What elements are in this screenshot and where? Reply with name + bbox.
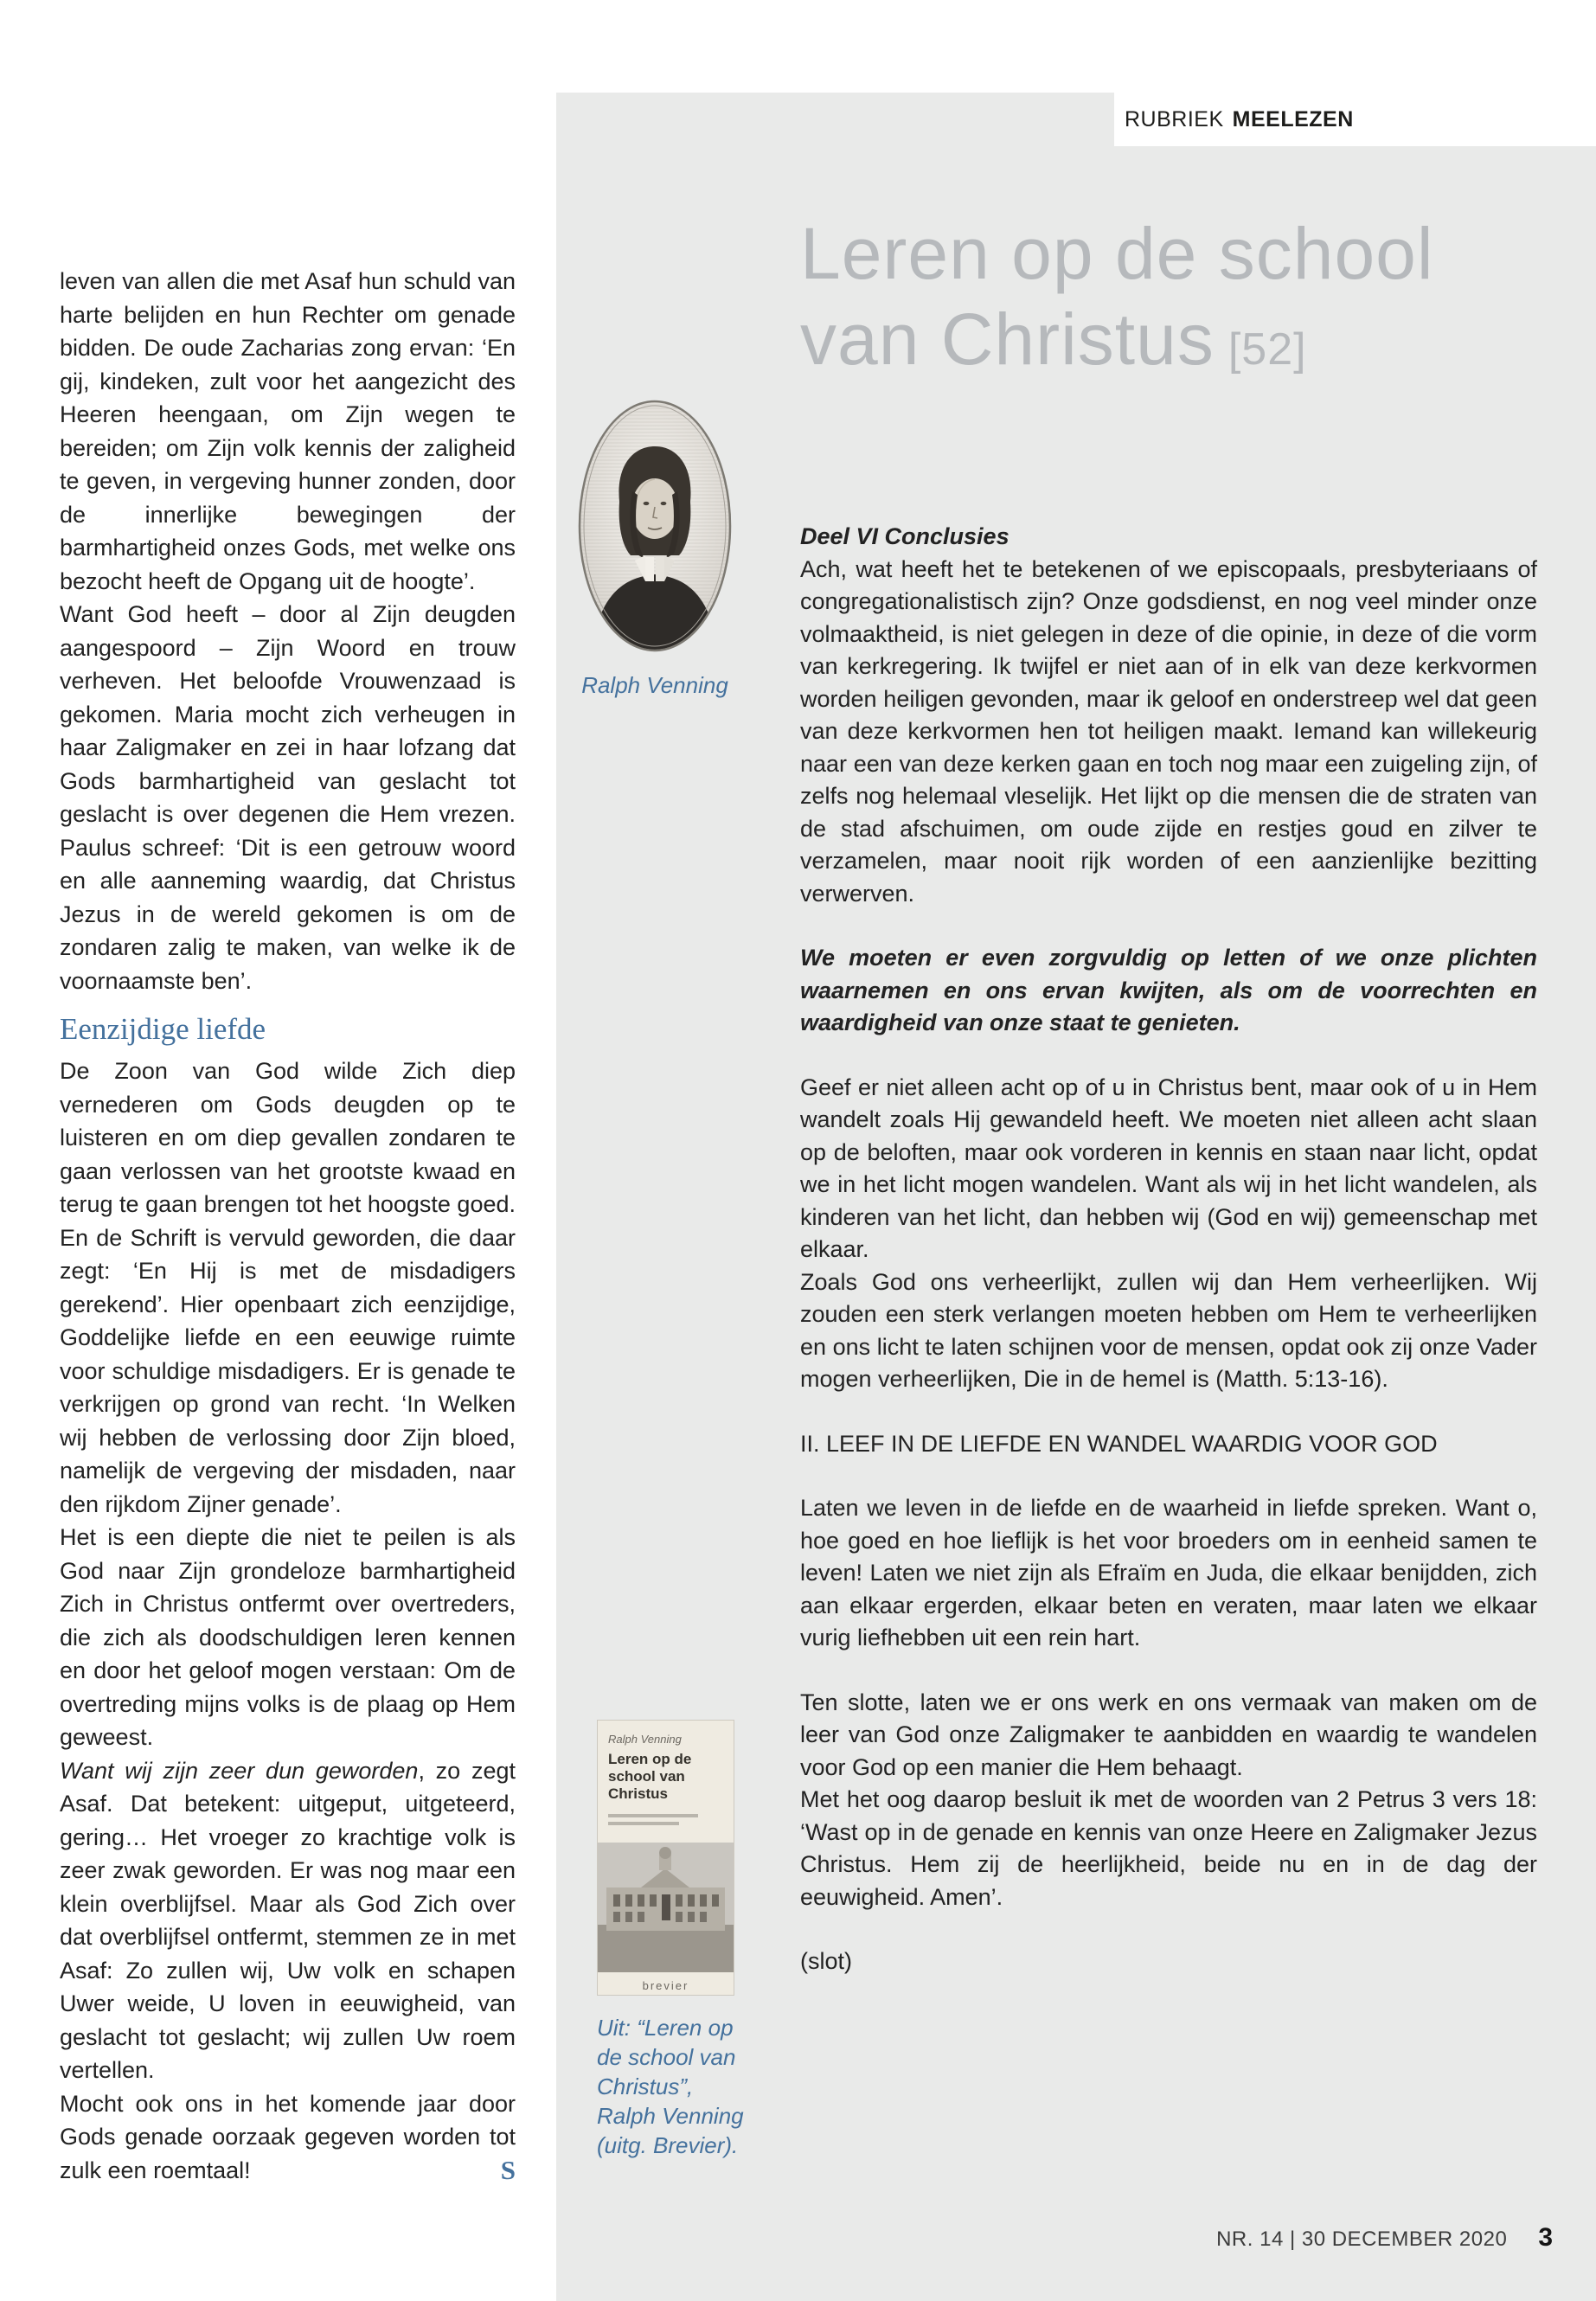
ralph-venning-portrait xyxy=(574,396,735,656)
rubric-label: RUBRIEK xyxy=(1125,106,1224,131)
slot-marker: (slot) xyxy=(800,1948,852,1974)
left-paragraph: leven van allen die met Asaf hun schuld van harte belijden en hun Rechter om genade bidden. De oude Zacharias zong ervan: ‘En gij, kindeken, zult voor het aangezicht des Heeren heengaan, om Zijn wegen te bereiden; om Zijn volk kennis der zaligheid te geven, in vergeving hunner zonden, door de innerlijke bewegingen der barmhartigheid onzes Gods, met welke ons bezocht heeft de Opgang uit de hoogte’. xyxy=(60,268,516,594)
left-paragraph: De Zoon van God wilde Zich diep vernederen om Gods deugden op te luisteren en om diep gevallen zondaren te gaan verlossen van het grootste kwaad en terug te gaan brengen tot het hoogste goed. En de Schrift is vervuld geworden, die daar zegt: ‘En Hij is met de misdadigers gerekend’. Hier openbaart zich eenzijdige, Goddelijke liefde en een eeuwige ruimte voor schuldige misdadigers. Er is genade te verkrijgen op grond van recht. ‘In Welken wij hebben de verlossing door Zijn bloed, namelijk de vergeving der misdaden, naar den rijkdom Zijner genade’. xyxy=(60,1058,516,1517)
article-title-line1: Leren op de school xyxy=(800,213,1434,294)
subsection-heading: Eenzijdige liefde xyxy=(60,1012,266,1046)
article-paragraph: Met het oog daarop besluit ik met de woorden van 2 Petrus 3 vers 18: ‘Wast op in de genade en kennis van onze Heere en Zaligmaker Jezus Christus. Hem zij de heerlijkheid, beide nu en in de dag der eeuwigheid. Amen’. xyxy=(800,1786,1537,1910)
italic-lead: Want wij zijn zeer dun geworden xyxy=(60,1757,419,1784)
article-paragraph: Geef er niet alleen acht op of u in Christus bent, maar ook of u in Hem wandelt zoals Hij gewandeld heeft. We moeten niet alleen acht slaan op de beloften, maar ook vorderen in kennis en staan naar licht, opdat we in het licht mogen wandelen. Want als wij in het licht wandelen, als kinderen van het licht, dan hebben wij (God en wij) gemeenschap met elkaar. xyxy=(800,1074,1537,1262)
rubric-band xyxy=(1114,93,1596,146)
article-body-column xyxy=(800,521,1537,1978)
book-cover-subtitle-bars xyxy=(598,1803,734,1825)
end-of-article-icon: S xyxy=(500,2154,516,2185)
rubric-name: MEELEZEN xyxy=(1232,106,1354,131)
issue-date: NR. 14 | 30 DECEMBER 2020 xyxy=(1216,2227,1508,2251)
book-caption: Uit: “Leren op de school van Christus”, Ralph Venning (uitg. Brevier). xyxy=(597,2015,744,2158)
article-title-line2 xyxy=(800,297,1434,393)
article-title-line2-text: van Christus xyxy=(800,298,1215,380)
article-paragraph: Ten slotte, laten we er ons werk en ons vermaak van maken om de leer van God onze Zaligmaker te aanbidden en waardig te wandelen voor God op een manier die Hem behaagt. xyxy=(800,1689,1537,1780)
part-heading: Deel VI Conclusies xyxy=(800,523,1010,549)
book-block xyxy=(597,1720,751,2160)
paragraph-rest: , zo zegt Asaf. Dat betekent: uitgeput, uitgeteerd, gering… Het vroeger zo krachtige volk is zeer zwak geworden. Er was nog maar een klein overblijfsel. Maar als God Zich over dat overblijfsel ontfermt, stemmen ze in met Asaf: Zo zullen wij, Uw volk en schapen Uwer weide, U loven in eeuwigheid, van geslacht tot geslacht; wij zullen Uw roem vertellen. xyxy=(60,1757,516,2083)
book-cover-title: Leren op de school van Christus xyxy=(608,1751,692,1802)
page-number: 3 xyxy=(1538,2223,1553,2252)
pull-quote: We moeten er even zorgvuldig op letten of we onze plichten waarnemen en ons ervan kwijten, als om de voorrechten en waardigheid van onze staat te genieten. xyxy=(800,945,1537,1035)
left-paragraph: Want God heeft – door al Zijn deugden aangespoord – Zijn Woord en trouw verheven. Het beloofde Vrouwenzaad is gekomen. Maria mocht zich verheugen in haar Zaligmaker en zei in haar lofzang dat Gods barmhartigheid van geslacht tot geslacht is over degenen die Hem vrezen. Paulus schreef: ‘Dit is een getrouw woord en alle aanneming waardig, dat Christus Jezus in de wereld gekomen is om de zondaren zalig te maken, van welke ik de voornaamste ben’. xyxy=(60,601,516,994)
article-title xyxy=(800,211,1434,393)
article-paragraph: Zoals God ons verheerlijkt, zullen wij dan Hem verheerlijken. Wij zouden een sterk verlangen moeten hebben om Hem te verheerlijken en ons licht te laten schijnen voor de mensen, opdat ook zij onze Vader mogen verheerlijken, Die in de hemel is (Matth. 5:13-16). xyxy=(800,1268,1537,1392)
book-cover-image xyxy=(597,1720,734,1996)
page-footer xyxy=(1216,2223,1553,2253)
left-paragraph xyxy=(60,2087,516,2188)
left-text-column xyxy=(60,265,516,2187)
article-paragraph: Ach, wat heeft het te betekenen of we episcopaals, presbyteriaans of congregationalistisch zijn? Onze godsdienst, en nog veel minder onze volmaaktheid, is niet gelegen in deze of die opinie, in deze of die vorm van kerkregering. Ik twijfel er niet aan of in elk van deze kerkvormen worden heiligen gevonden, maar ik geloof en onderstreep wel dat geen van deze kerkvormen hen tot heiligen maakt. Iemand kan willekeurig naar een van deze kerken gaan en toch nog maar een zuigeling zijn, of zelfs nog helemaal vleselijk. Het lijkt op die mensen die de straten van de stad afschuimen, om oude zijde en restjes goud en zilver te verzamelen, maar nooit rijk worden of een aanzienlijke bezitting verwerven. xyxy=(800,555,1537,907)
portrait-caption: Ralph Venning xyxy=(581,672,728,698)
left-paragraph: Het is een diepte die niet te peilen is als God naar Zijn grondeloze barmhartigheid Zich in Christus ontfermt over overtreders, die zich als doodschuldigen leren kennen en door het geloof mogen verstaan: Om de overtreding mijns volks is de plaag op Hem geweest. xyxy=(60,1524,516,1750)
article-paragraph: Laten we leven in de liefde en de waarheid in liefde spreken. Want o, hoe goed en hoe lieflijk is het voor broeders om in eenheid samen te leven! Laten we niet zijn als Efraïm en Juda, die elkaar benijdden, zich aan elkaar ergerden, elkaar beten en veraten, maar laten we elkaar vurig liefhebben uit een rein hart. xyxy=(800,1495,1537,1650)
book-cover-building-photo xyxy=(598,1843,734,1972)
left-paragraph xyxy=(60,1754,516,2087)
article-series-number: [52] xyxy=(1227,324,1307,375)
section-heading: II. LEEF IN DE LIEFDE EN WANDEL WAARDIG VOOR GOD xyxy=(800,1430,1438,1457)
closing-sentence: Mocht ook ons in het komende jaar door Gods genade oorzaak gegeven worden tot zulk een roemtaal! xyxy=(60,2090,516,2183)
book-cover-publisher: brevier xyxy=(642,1979,689,1992)
portrait-block xyxy=(574,396,735,699)
book-cover-author: Ralph Venning xyxy=(608,1733,682,1746)
